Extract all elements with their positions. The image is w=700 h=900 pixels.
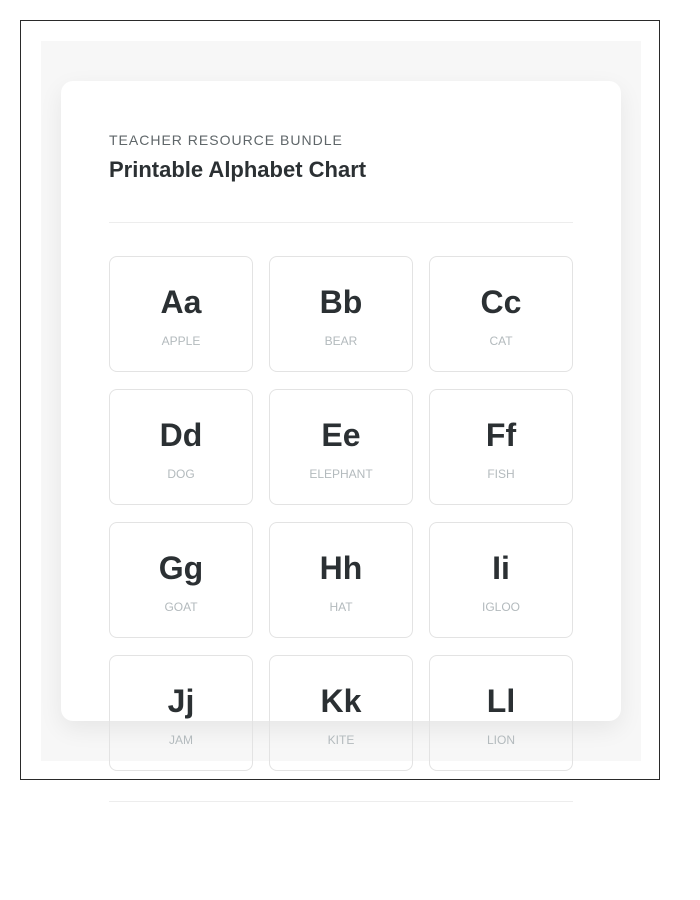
letter-tile	[429, 389, 573, 505]
letter-tile	[109, 655, 253, 771]
tile-letter: Dd	[159, 417, 203, 453]
tile-word: DOG	[167, 467, 195, 481]
tile-word: KITE	[327, 733, 355, 747]
top-divider	[109, 222, 573, 223]
letter-tile	[269, 522, 413, 638]
tile-letter: Jj	[167, 683, 195, 719]
tile-word: JAM	[169, 733, 193, 747]
letter-tile	[109, 522, 253, 638]
tile-letter: Ii	[492, 550, 510, 586]
letter-tile	[109, 256, 253, 372]
tile-letter: Bb	[319, 284, 363, 320]
letter-tile	[429, 655, 573, 771]
tile-word: ELEPHANT	[309, 467, 373, 481]
tile-letter: Ll	[486, 683, 516, 719]
letter-tile	[269, 256, 413, 372]
tile-word: GOAT	[164, 600, 198, 614]
tile-word: HAT	[329, 600, 353, 614]
tile-word: BEAR	[324, 334, 358, 348]
tile-letter: Gg	[158, 550, 204, 586]
tile-word: CAT	[489, 334, 513, 348]
letter-tile	[429, 256, 573, 372]
tile-word: APPLE	[161, 334, 201, 348]
page-title: Printable Alphabet Chart	[109, 157, 367, 182]
letter-tile	[109, 389, 253, 505]
alphabet-grid	[109, 256, 573, 771]
tile-letter: Kk	[320, 683, 362, 719]
tile-word: FISH	[487, 467, 515, 481]
letter-tile	[269, 389, 413, 505]
tile-letter: Hh	[319, 550, 363, 586]
tile-letter: Cc	[480, 284, 522, 320]
eyebrow-label: TEACHER RESOURCE BUNDLE	[109, 132, 343, 148]
bottom-divider	[109, 801, 573, 802]
letter-tile	[269, 655, 413, 771]
tile-word: IGLOO	[481, 600, 520, 614]
tile-letter: Ff	[485, 417, 517, 453]
tile-word: LION	[486, 733, 515, 747]
tile-letter: Ee	[321, 417, 361, 453]
letter-tile	[429, 522, 573, 638]
tile-letter: Aa	[160, 284, 202, 320]
